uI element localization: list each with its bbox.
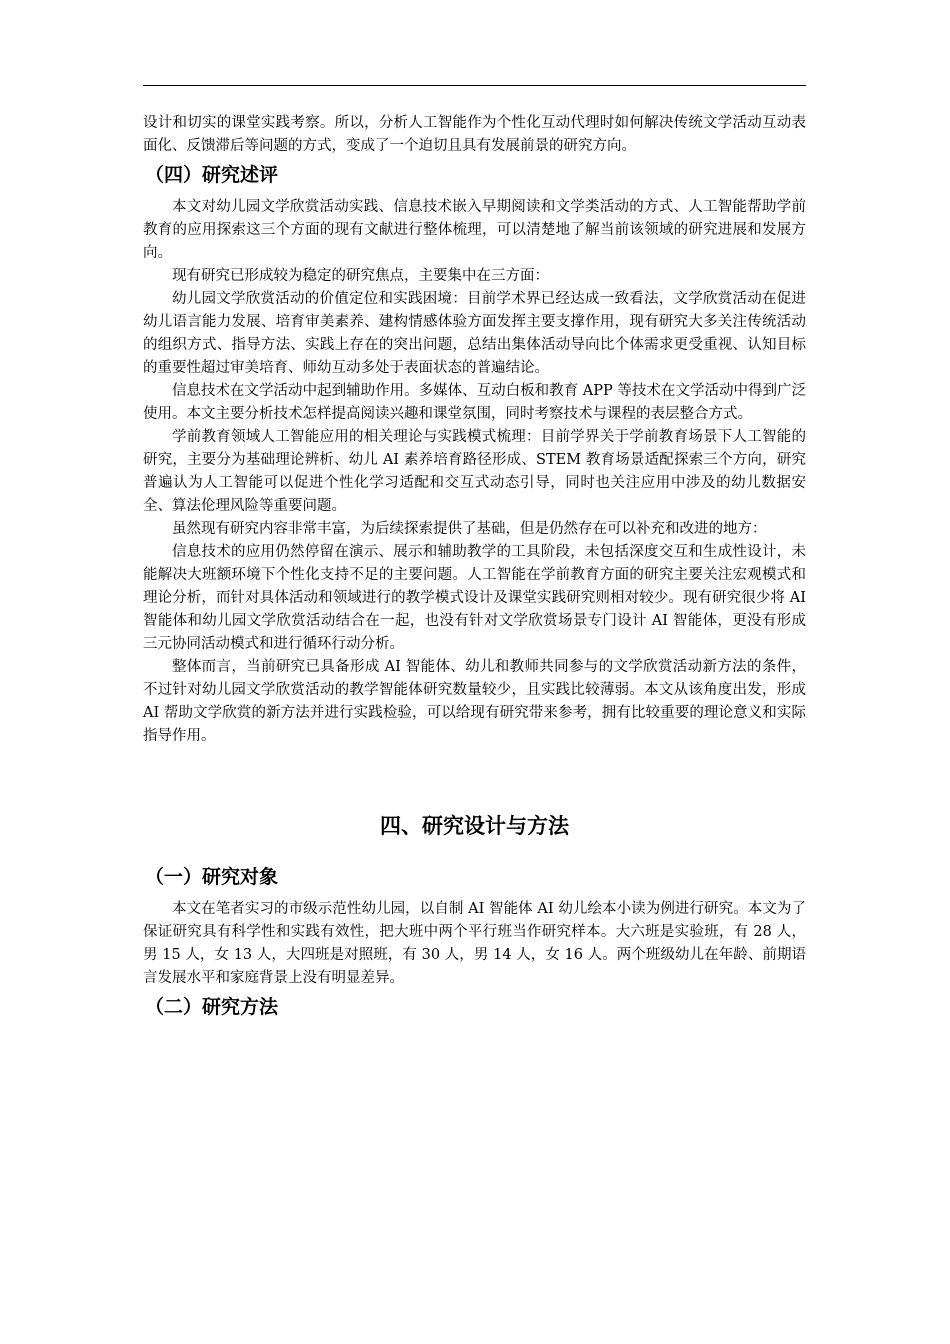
paragraph-4: 信息技术在文学活动中起到辅助作用。多媒体、互动白板和教育 APP 等技术在文学活动中得到广泛使用。本文主要分析技术怎样提高阅读兴趣和课堂氛围，同时考察技术与课程的表层整合方式。: [143, 383, 806, 422]
heading-research-review: （四）研究述评: [145, 164, 279, 186]
paragraph-9: 本文在笔者实习的市级示范性幼儿园，以自制 AI 智能体 AI 幼儿绘本小读为例进行研究。本文为了保证研究具有科学性和实践有效性，把大班中两个平行班当作研究样本。大六班是实验班，有 28 人，男 15 人，女 13 人，大四班是对照班，有 30 人，男 14 人，女 16 人。两个班级幼儿在年龄、前期语言发展水平和家庭背景上没有明显差异。: [143, 901, 806, 986]
paragraph-2: 现有研究已形成较为稳定的研究焦点，主要集中在三方面：: [172, 268, 549, 284]
document-body: [143, 112, 806, 1028]
paragraph-1: 本文对幼儿园文学欣赏活动实践、信息技术嵌入早期阅读和文学类活动的方式、人工智能帮助学前教育的应用探索这三个方面的现有文献进行整体梳理，可以清楚地了解当前该领域的研究进展和发展方向。: [143, 199, 806, 261]
paragraph-8: 整体而言，当前研究已具备形成 AI 智能体、幼儿和教师共同参与的文学欣赏活动新方法的条件，不过针对幼儿园文学欣赏活动的教学智能体研究数量较少，且实践比较薄弱。本文从该角度出发，形成 AI 帮助文学欣赏的新方法并进行实践检验，可以给现有研究带来参考，拥有比较重要的理论意义和实际指导作用。: [143, 659, 806, 744]
paragraph-intro: 设计和切实的课堂实践考察。所以，分析人工智能作为个性化互动代理时如何解决传统文学活动互动表面化、反馈滞后等问题的方式，变成了一个迫切且具有发展前景的研究方向。: [143, 115, 806, 154]
heading-research-subjects: （一）研究对象: [145, 866, 279, 888]
chapter-heading: 四、研究设计与方法: [380, 814, 569, 838]
paragraph-7: 信息技术的应用仍然停留在演示、展示和辅助教学的工具阶段，未包括深度交互和生成性设计，未能解决大班额环境下个性化支持不足的主要问题。人工智能在学前教育方面的研究主要关注宏观模式和理论分析，而针对具体活动和领域进行的教学模式设计及课堂实践研究则相对较少。现有研究很少将 AI 智能体和幼儿园文学欣赏活动结合在一起，也没有针对文学欣赏场景专门设计 AI 智能体，更没有形成三元协同活动模式和进行循环行动分析。: [143, 544, 806, 652]
header-rule: [143, 85, 806, 86]
paragraph-3: 幼儿园文学欣赏活动的价值定位和实践困境：目前学术界已经达成一致看法，文学欣赏活动在促进幼儿语言能力发展、培育审美素养、建构情感体验方面发挥主要支撑作用，现有研究大多关注传统活动的组织方式、指导方法、实践上存在的突出问题，总结出集体活动导向比个体需求更受重视、认知目标的重要性超过审美培育、师幼互动多处于表面状态的普遍结论。: [143, 291, 806, 376]
paragraph-5: 学前教育领域人工智能应用的相关理论与实践模式梳理：目前学界关于学前教育场景下人工智能的研究，主要分为基础理论辨析、幼儿 AI 素养培育路径形成、STEM 教育场景适配探索三个方向，研究普遍认为人工智能可以促进个性化学习适配和交互式动态引导，同时也关注应用中涉及的幼儿数据安全、算法伦理风险等重要问题。: [143, 429, 806, 514]
paragraph-6: 虽然现有研究内容非常丰富，为后续探索提供了基础，但是仍然存在可以补充和改进的地方：: [172, 521, 767, 537]
heading-research-methods: （二）研究方法: [145, 996, 279, 1018]
